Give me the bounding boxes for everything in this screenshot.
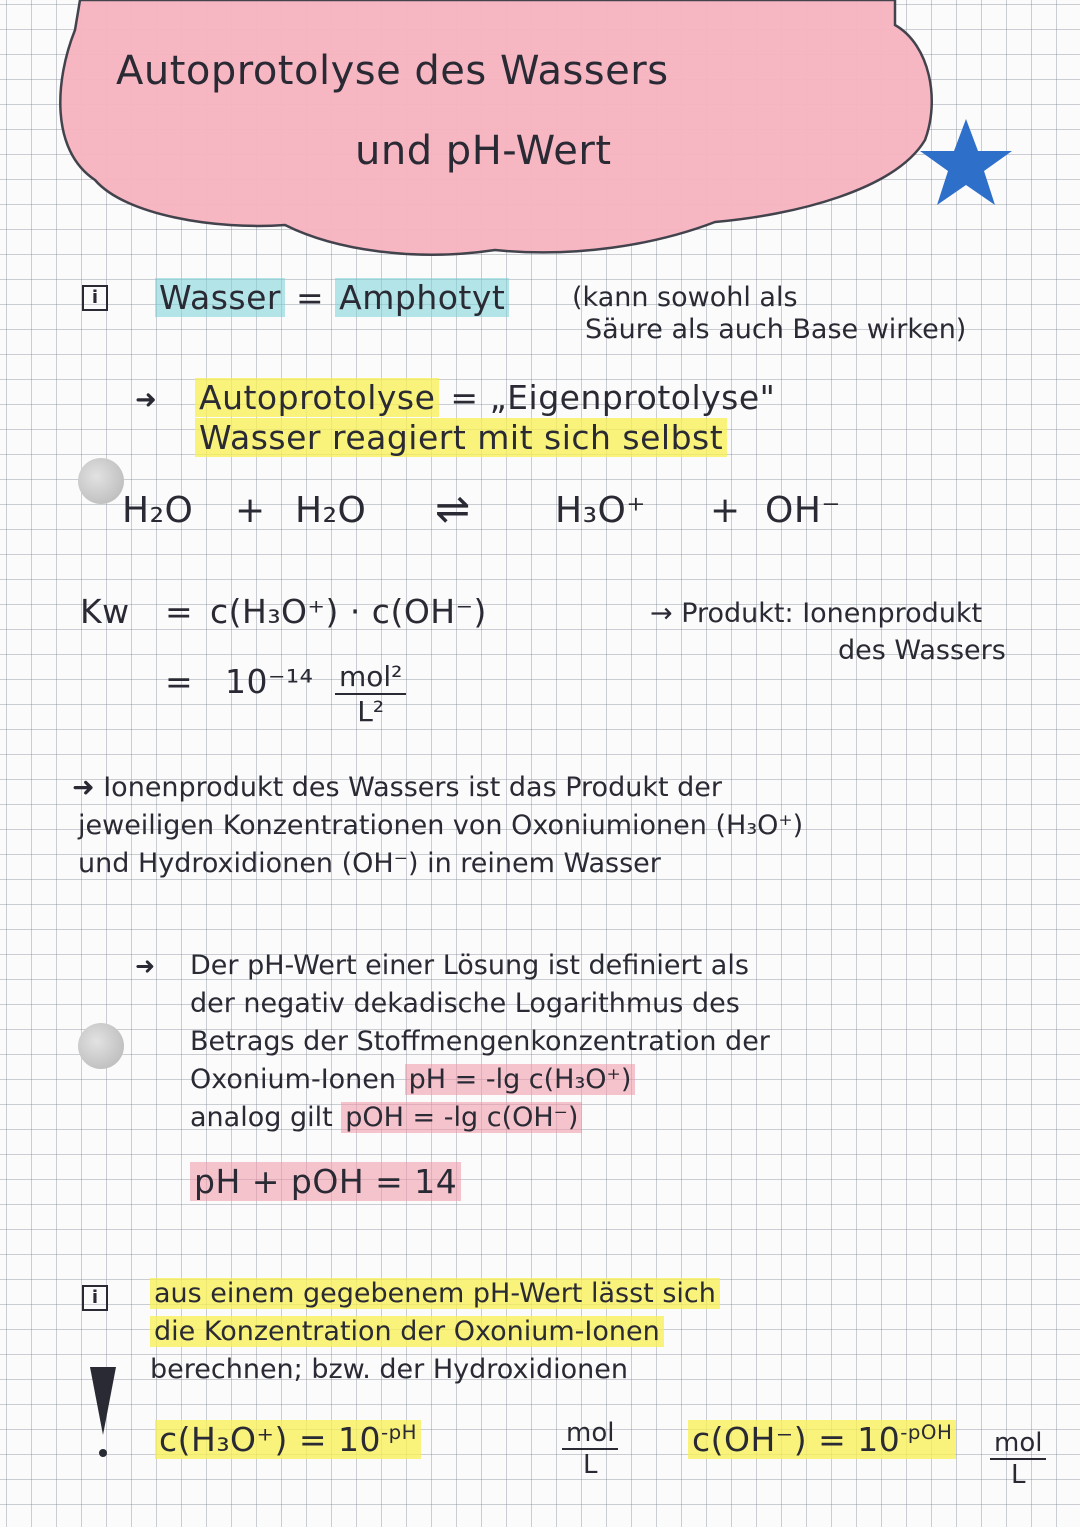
- formula-h3o-exponent: -pH: [380, 1421, 418, 1444]
- ph-definition-line-5: analog gilt pOH = -lg c(OH⁻): [190, 1102, 582, 1133]
- kw-equals-1: =: [165, 592, 194, 631]
- formula-oh-exponent: -pOH: [900, 1421, 953, 1444]
- ionic-product-line-1: ➜ Ionenprodukt des Wassers ist das Produkt der: [72, 772, 722, 803]
- equation-product-2: OH⁻: [765, 490, 841, 531]
- title-line-1: Autoprotolyse des Wassers: [116, 48, 669, 94]
- calculation-line-1: aus einem gegebenem pH-Wert lässt sich: [150, 1278, 720, 1309]
- ph-definition-line-1: Der pH-Wert einer Lösung ist definiert als: [190, 950, 749, 981]
- ph-poh-sum: pH + pOH = 14: [190, 1162, 461, 1201]
- amphoteric-note-line-2: Säure als auch Base wirken): [585, 314, 967, 345]
- title-line-2: und pH-Wert: [355, 128, 612, 174]
- kw-unit: mol² L²: [335, 660, 406, 728]
- equation-equilibrium-arrow: ⇌: [435, 484, 471, 533]
- equation-reactant-1: H₂O: [122, 490, 194, 531]
- kw-arrow-label-line-2: des Wassers: [838, 635, 1006, 666]
- equation-reactant-2: H₂O: [295, 490, 367, 531]
- ph-definition-line-3: Betrags der Stoffmengenkonzentration der: [190, 1026, 770, 1057]
- kw-equals-2: =: [165, 662, 194, 701]
- ionic-product-line-3: und Hydroxidionen (OH⁻) in reinem Wasser: [78, 848, 661, 879]
- info-icon: i: [82, 1285, 108, 1311]
- autoprotolysis-explanation: Wasser reagiert mit sich selbst: [195, 418, 727, 457]
- arrow-right-icon: ➜: [135, 952, 156, 980]
- star-icon: [916, 115, 1016, 210]
- kw-value: 10⁻¹⁴: [225, 662, 314, 701]
- calculation-line-3: berechnen; bzw. der Hydroxidionen: [150, 1354, 628, 1385]
- kw-arrow-label: → Produkt: Ionenprodukt: [650, 598, 983, 629]
- formula-h3o-unit: mol L: [562, 1418, 618, 1480]
- calculation-line-2: die Konzentration der Oxonium-Ionen: [150, 1316, 664, 1347]
- ph-definition-line-4: Oxonium-Ionen pH = -lg c(H₃O⁺): [190, 1064, 635, 1095]
- punch-hole-1: [78, 458, 124, 504]
- formula-h3o: $c(H_3O^+) = 10^{-pH}$: [155, 1420, 421, 1459]
- kw-expression: c(H₃O⁺) · c(OH⁻): [210, 592, 487, 631]
- punch-hole-2: [78, 1023, 124, 1069]
- ionic-product-line-2: jeweiligen Konzentrationen von Oxoniumionen (H₃O⁺): [78, 810, 804, 841]
- exclamation-icon: [88, 1365, 118, 1469]
- formula-oh-unit: mol L: [990, 1428, 1046, 1490]
- equation-plus-2: +: [710, 490, 741, 531]
- kw-symbol: Kw: [80, 592, 130, 631]
- arrow-right-icon: ➜: [135, 385, 158, 415]
- amphoteric-term: Wasser = Amphotyt: [155, 278, 509, 317]
- equation-plus-1: +: [235, 490, 266, 531]
- autoprotolysis-term: Autoprotolyse = „Eigenprotolyse": [195, 378, 775, 417]
- info-icon: i: [82, 285, 108, 311]
- formula-oh: $c(OH^-) = 10^{-pOH}$: [688, 1420, 956, 1459]
- equation-product-1: H₃O⁺: [555, 490, 646, 531]
- amphoteric-note-line-1: (kann sowohl als: [572, 282, 798, 313]
- ph-definition-line-2: der negativ dekadische Logarithmus des: [190, 988, 740, 1019]
